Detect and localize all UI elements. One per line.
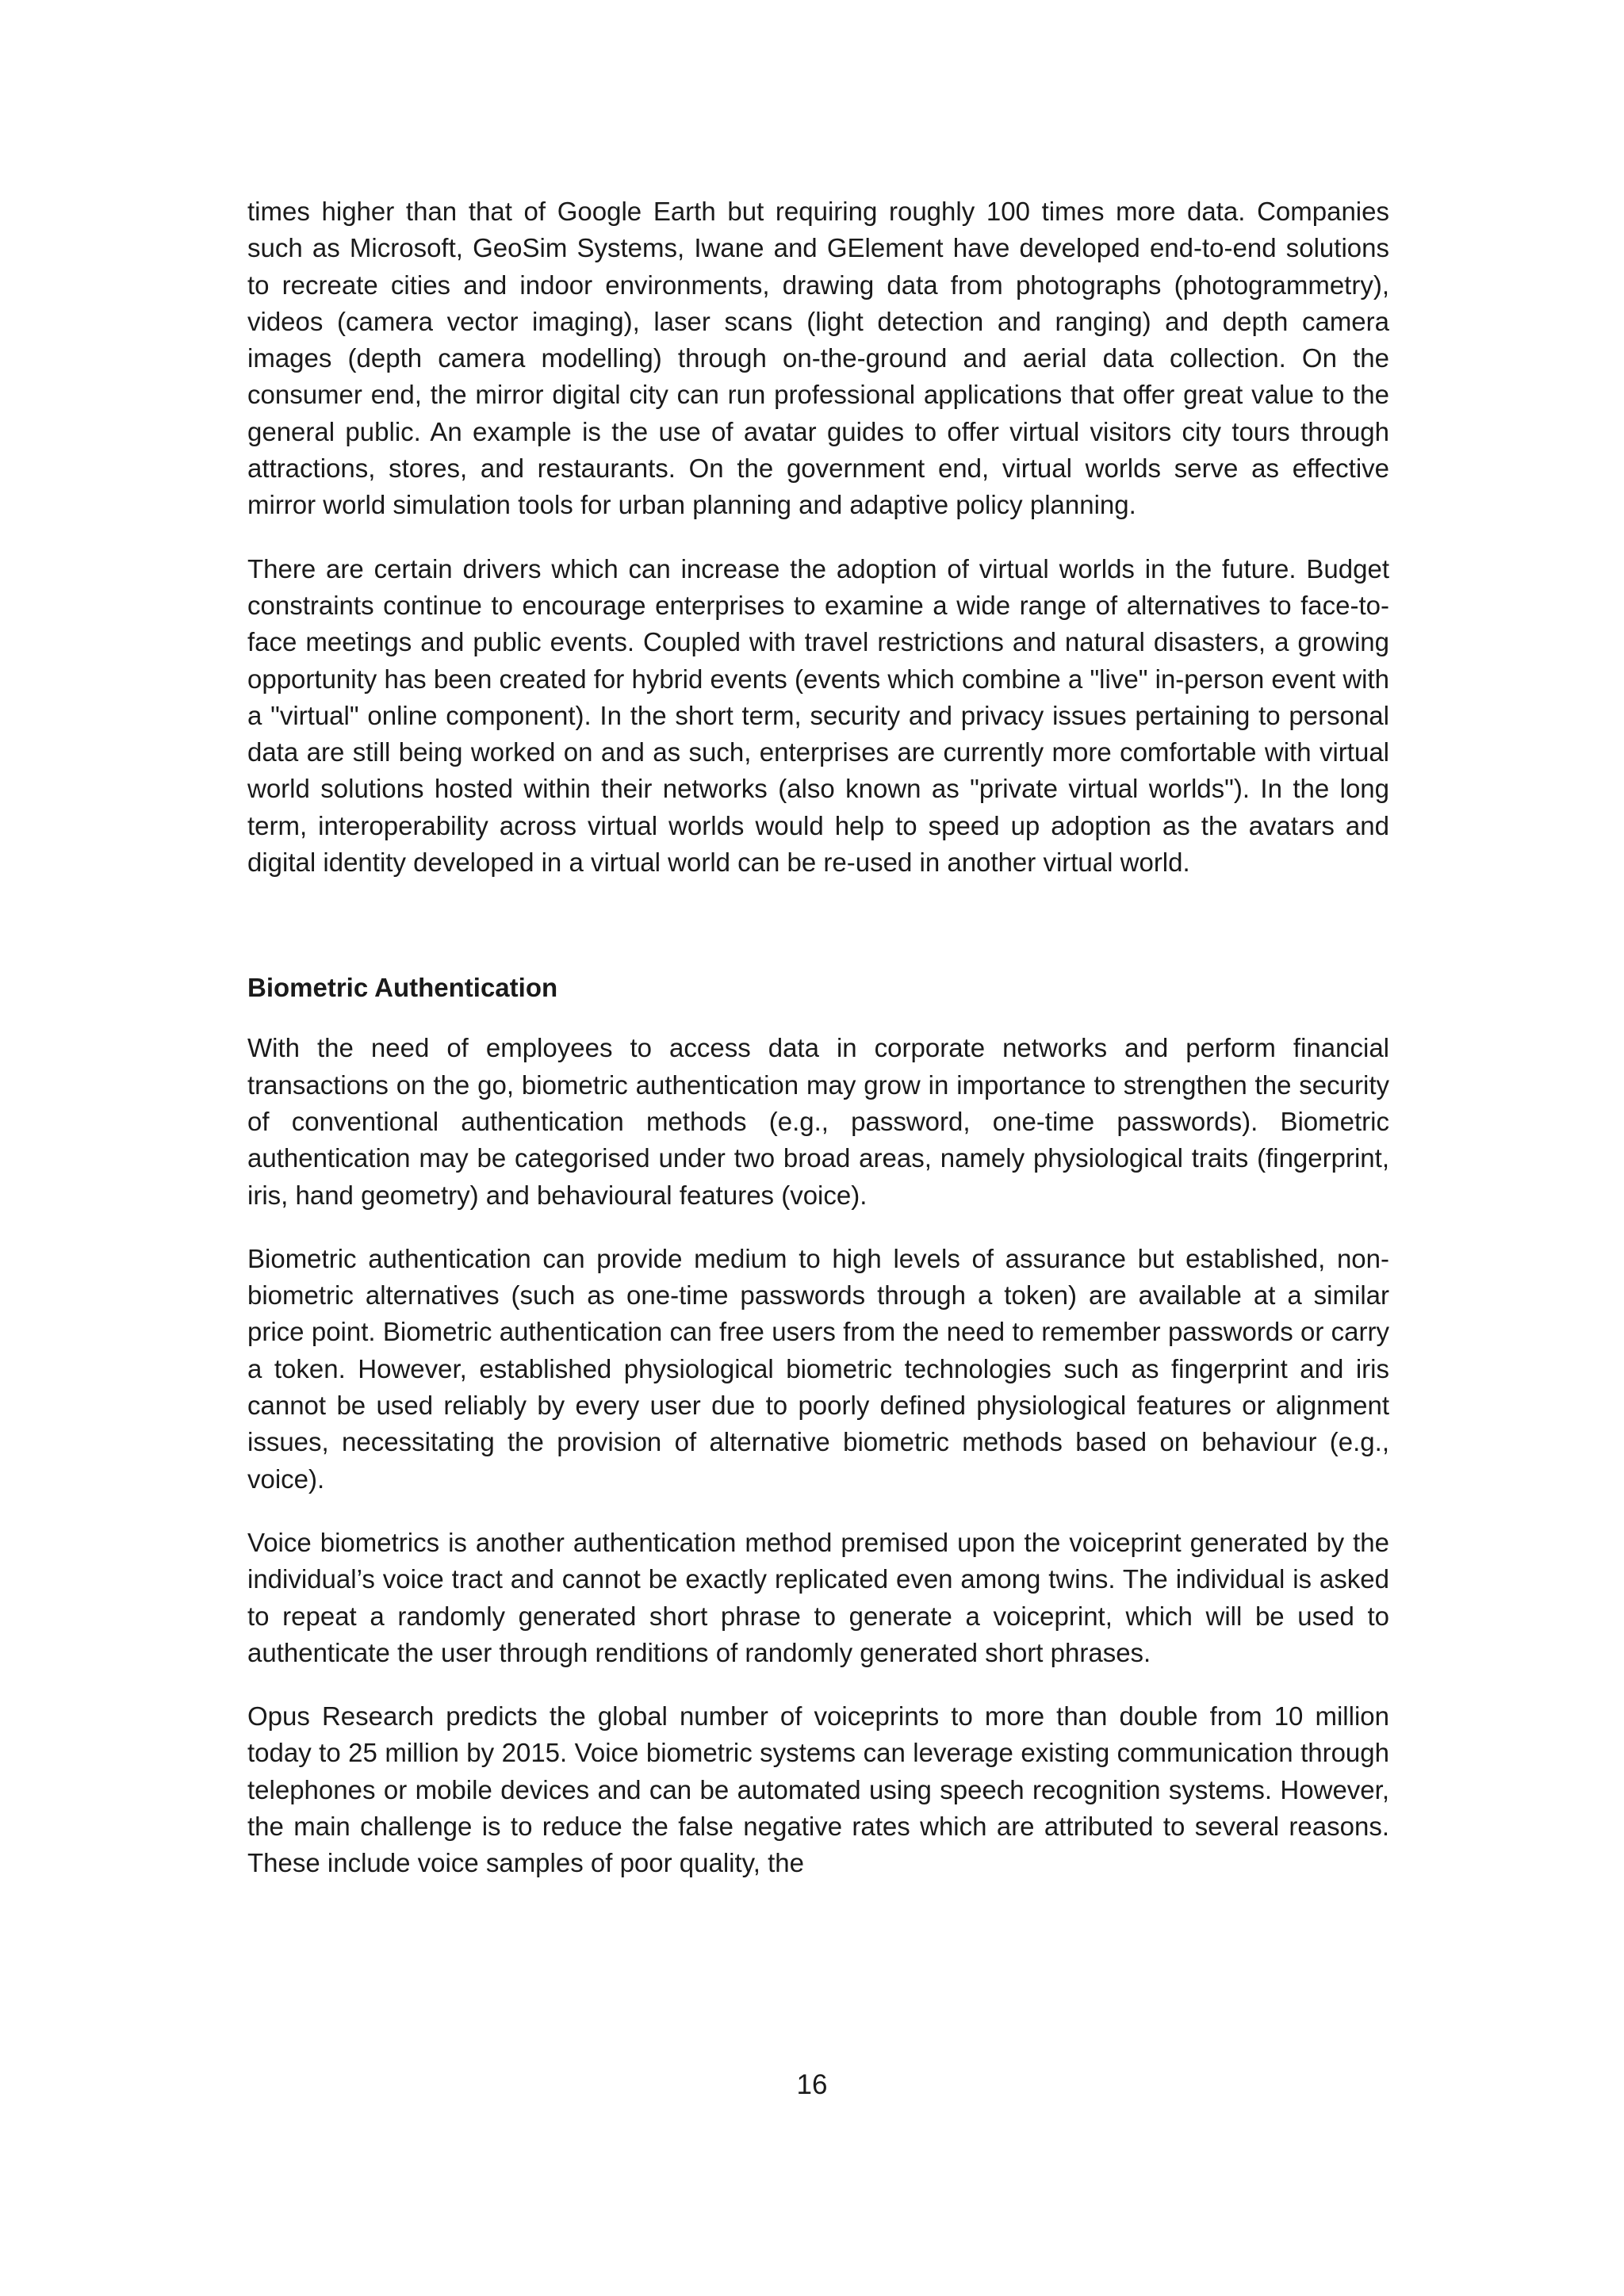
paragraph-virtual-worlds-drivers: There are certain drivers which can increase the adoption of virtual worlds in the future. Budget constraints continue to encourage enterprises to examine a wide range of alternatives to face-to-face meetings and public events. Coupled with travel restrictions and natural disasters, a growing opportunity has been created for hybrid events (events which combine a "live" in-person event with a "virtual" online component). In the short term, security and privacy issues pertaining to personal data are still being worked on and as such, enterprises are currently more comfortable with virtual world solutions hosted within their networks (also known as "private virtual worlds"). In the long term, interoperability across virtual worlds would help to speed up adoption as the avatars and digital identity developed in a virtual world can be re-used in another virtual world. — [247, 553, 1389, 878]
paragraph-voiceprint-forecast: Opus Research predicts the global number of voiceprints to more than double from 10 million today to 25 million by 2015. Voice biometric systems can leverage existing communication through telephones or mobile devices and can be automated using speech recognition systems. However, the main challenge is to reduce the false negative rates which are attributed to several reasons. These include voice samples of poor quality, the — [247, 1701, 1389, 1878]
document-page — [247, 193, 1389, 1909]
page-number: 16 — [796, 2069, 828, 2100]
paragraph-virtual-worlds-applications: times higher than that of Google Earth but requiring roughly 100 times more data. Companies such as Microsoft, GeoSim Systems, Iwane and GElement have developed end-to-end solutions to recreate cities and indoor environments, drawing data from photographs (photogrammetry), videos (camera vector imaging), laser scans (light detection and ranging) and depth camera images (depth camera modelling) through on-the-ground and aerial data collection. On the consumer end, the mirror digital city can run professional applications that offer great value to the general public. An example is the use of avatar guides to offer virtual visitors city tours through attractions, stores, and restaurants. On the government end, virtual worlds serve as effective mirror world simulation tools for urban planning and adaptive policy planning. — [247, 197, 1389, 520]
paragraph-voice-biometrics: Voice biometrics is another authentication method premised upon the voiceprint generated by the individual’s voice tract and cannot be exactly replicated even among twins. The individual is asked to repeat a randomly generated short phrase to generate a voiceprint, which will be used to authenticate the user through renditions of randomly generated short phrases. — [247, 1527, 1389, 1667]
paragraph-biometric-assurance: Biometric authentication can provide medium to high levels of assurance but established, non-biometric alternatives (such as one-time passwords through a token) are available at a similar price point. Biometric authentication can free users from the need to remember passwords or carry a token. However, established physiological biometric technologies such as fingerprint and iris cannot be used reliably by every user due to poorly defined physiological features or alignment issues, necessitating the provision of alternative biometric methods based on behaviour (e.g., voice). — [247, 1243, 1389, 1494]
paragraph-biometric-intro: With the need of employees to access data in corporate networks and perform financial transactions on the go, biometric authentication may grow in importance to strengthen the security of conventional authentication methods (e.g., password, one-time passwords). Biometric authentication may be categorised under two broad areas, namely physiological traits (fingerprint, iris, hand geometry) and behavioural features (voice). — [247, 1033, 1389, 1210]
section-heading-biometric-authentication: Biometric Authentication — [247, 973, 558, 1003]
